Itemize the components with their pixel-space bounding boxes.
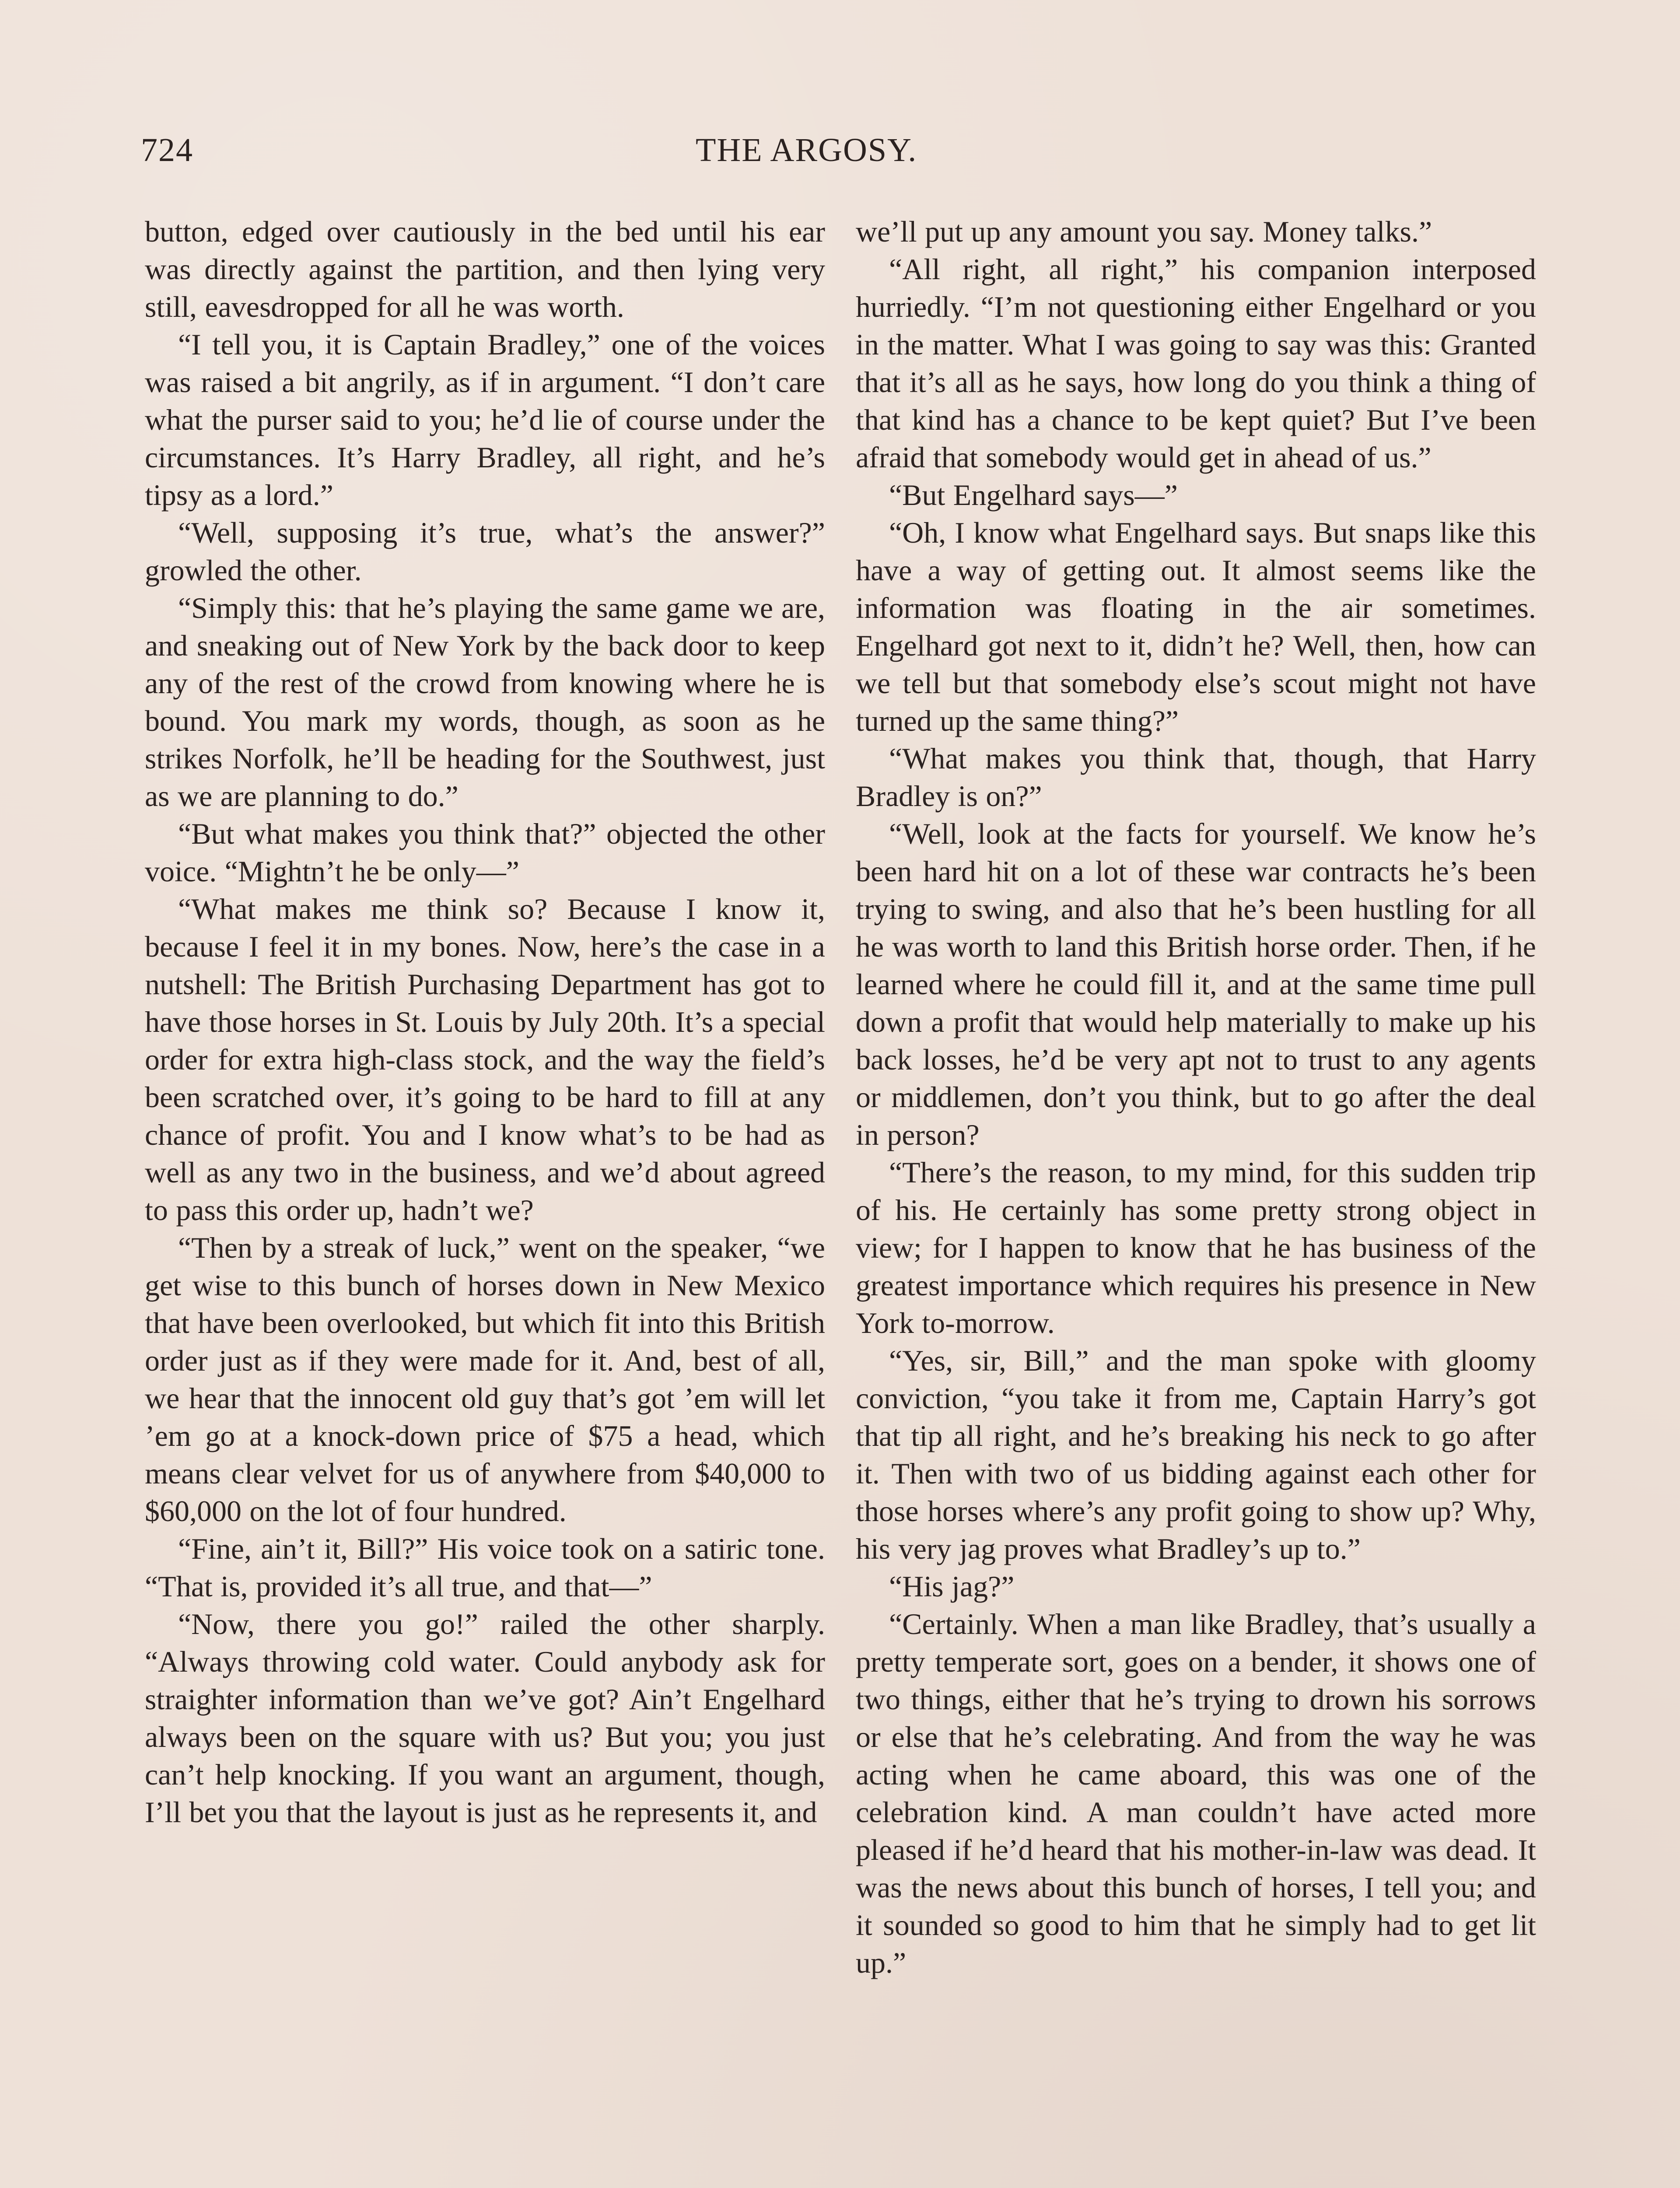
left-text-column (145, 213, 825, 2188)
left-paragraph-6: “What makes me think so? Because I know it, because I feel it in my bones. Now, here’s the case in a nutshell: The British Purchasing Department has got to have those horses in St. Louis by July 20th. It’s a special order for extra high-class stock, and the way the field’s been scratched over, it’s going to be hard to fill at any chance of profit. You and I know what’s to be had as well as any two in the business, and we’d about agreed to pass this order up, hadn’t we? (145, 892, 825, 1227)
left-paragraph-7: “Then by a streak of luck,” went on the speaker, “we get wise to this bunch of horses down in New Mexico that have been overlooked, but which fit into this British order just as if they were made for it. And, best of all, we hear that the innocent old guy that’s got ’em will let ’em go at a knock-down price of $75 a head, which means clear velvet for us of anywhere from $40,000 to $60,000 on the lot of four hundred. (145, 1231, 825, 1528)
right-paragraph-5: “What makes you think that, though, that Harry Bradley is on?” (856, 742, 1536, 813)
right-paragraph-10: “Certainly. When a man like Bradley, that’s usually a pretty temperate sort, goes on a bender, it shows one of two things, either that he’s trying to drown his sorrows or else that he’s celebrating. And from the way he was acting when he came aboard, this was one of the celebration kind. A man couldn’t have acted more pleased if he’d heard that his mother-in-law was dead. It was the news about this bunch of horses, I tell you; and it sounded so good to him that he simply had to get lit up.” (856, 1607, 1536, 1979)
left-paragraph-8: “Fine, ain’t it, Bill?” His voice took on a satiric tone. “That is, provided it’s all true, and that—” (145, 1532, 825, 1603)
left-paragraph-5: “But what makes you think that?” objected the other voice. “Mightn’t he be only—” (145, 817, 825, 888)
right-paragraph-4: “Oh, I know what Engelhard says. But snaps like this have a way of getting out. It almost seems like the information was floating in the air sometimes. Engelhard got next to it, didn’t he? Well, then, how can we tell but that somebody else’s scout might not have turned up the same thing?” (856, 516, 1536, 737)
right-paragraph-1: we’ll put up any amount you say. Money talks.” (856, 215, 1432, 248)
page-header (141, 131, 1541, 184)
magazine-title: THE ARGOSY. (696, 132, 917, 168)
right-paragraph-3: “But Engelhard says—” (889, 478, 1178, 512)
right-paragraph-6: “Well, look at the facts for yourself. We know he’s been hard hit on a lot of these war contracts he’s been trying to swing, and also that he’s been hustling for all he was worth to land this British horse order. Then, if he learned where he could fill it, and at the same time pull down a profit that would help materially to make up his back losses, he’d be very apt not to trust to any agents or middlemen, don’t you think, but to go after the deal in person? (856, 817, 1536, 1151)
left-paragraph-1: button, edged over cautiously in the bed until his ear was directly against the partition, and then lying very still, eavesdropped for all he was worth. (145, 215, 825, 323)
right-paragraph-9: “His jag?” (889, 1570, 1015, 1603)
left-paragraph-3: “Well, supposing it’s true, what’s the answer?” growled the other. (145, 516, 825, 587)
left-paragraph-4: “Simply this: that he’s playing the same game we are, and sneaking out of New York by the back door to keep any of the rest of the crowd from knowing where he is bound. You mark my words, though, as soon as he strikes Norfolk, he’ll be heading for the Southwest, just as we are planning to do.” (145, 591, 825, 813)
right-paragraph-7: “There’s the reason, to my mind, for this sudden trip of his. He certainly has some pretty strong object in view; for I happen to know that he has business of the greatest importance which requires his presence in New York to-morrow. (856, 1156, 1536, 1339)
left-paragraph-9: “Now, there you go!” railed the other sharply. “Always throwing cold water. Could anybody ask for straighter information than we’ve got? Ain’t Engelhard always been on the square with us? But you; you just can’t help knocking. If you want an argument, though, I’ll bet you that the layout is just as he represents it, and (145, 1607, 825, 1829)
right-paragraph-8: “Yes, sir, Bill,” and the man spoke with gloomy conviction, “you take it from me, Captain Harry’s got that tip all right, and he’s breaking his neck to go after it. Then with two of us bidding against each other for those horses where’s any profit going to show up? Why, his very jag proves what Bradley’s up to.” (856, 1344, 1536, 1565)
left-paragraph-2: “I tell you, it is Captain Bradley,” one of the voices was raised a bit angrily, as if in argument. “I don’t care what the purser said to you; he’d lie of course under the circumstances. It’s Harry Bradley, all right, and he’s tipsy as a lord.” (145, 328, 825, 512)
right-text-column (856, 213, 1536, 2188)
page-number: 724 (141, 132, 193, 168)
right-paragraph-2: “All right, all right,” his companion interposed hurriedly. “I’m not questioning either Engelhard or you in the matter. What I was going to say was this: Granted that it’s all as he says, how long do you think a thing of that kind has a chance to be kept quiet? But I’ve been afraid that somebody would get in ahead of us.” (856, 252, 1536, 474)
